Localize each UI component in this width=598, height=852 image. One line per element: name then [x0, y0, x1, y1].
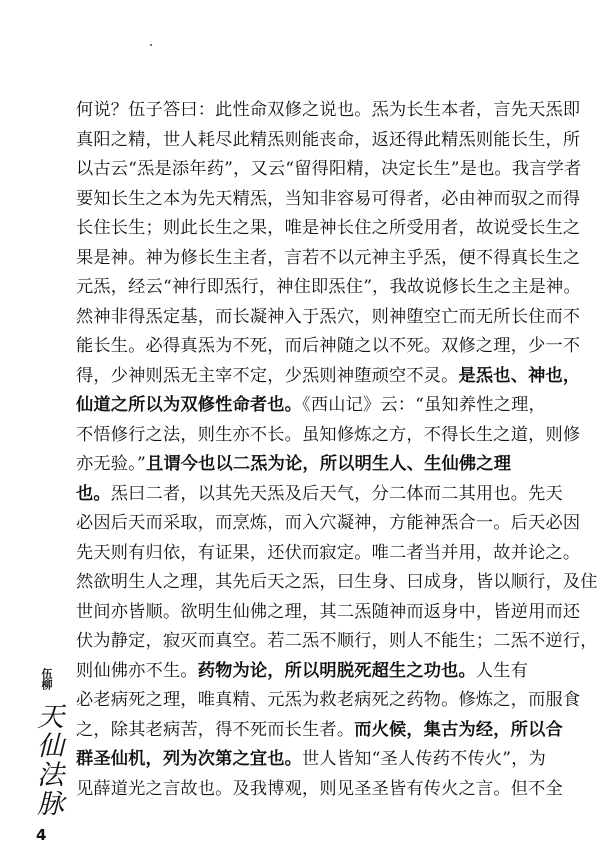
- text-line: [76, 214, 581, 244]
- bold-text-segment: 而火候，集古为经，所以合: [354, 719, 563, 740]
- text-segment: 然欲明生人之理，其先后天之炁，曰生身、曰成身，皆以顺行，及住: [76, 572, 598, 592]
- text-line: [76, 421, 581, 451]
- text-segment: 世人皆知“圣人传药不传火”，为: [302, 749, 547, 769]
- text-line: [76, 775, 563, 805]
- text-segment: 先天则有归依，有证果，还伏而寂定。唯二者当并用，故并论之。: [76, 542, 581, 563]
- text-line: [76, 96, 581, 126]
- text-line: [76, 126, 581, 156]
- text-line: [76, 244, 581, 274]
- text-segment: 见薛道光之言故也。及我博观，则见圣圣皆有传火之言。但不全: [76, 778, 563, 799]
- side-title-block: [28, 668, 64, 818]
- text-line: [76, 716, 563, 746]
- page-number: 4: [36, 826, 47, 844]
- text-segment: 要知长生之本为先天精炁，当知非容易可得者，必由神而驭之而得: [76, 188, 581, 209]
- text-line: [76, 362, 581, 392]
- text-segment: 不悟修行之法，则生亦不长。虽知修炼之方，不得长生之道，则修: [76, 424, 581, 445]
- text-line: [76, 391, 546, 421]
- bold-text-segment: 是炁也、神也，: [458, 365, 581, 386]
- text-line: [76, 185, 581, 215]
- speck-mark: [150, 44, 152, 46]
- text-line: [76, 480, 563, 510]
- text-line: [76, 686, 581, 716]
- book-author-label: 伍柳: [40, 668, 53, 690]
- text-segment: 伏为静定，寂灭而真空。若二炁不顺行，则人不能生；二炁不逆行，: [76, 631, 598, 651]
- text-segment: 之，除其老病苦，得不死而长生者。: [76, 719, 355, 740]
- bold-text-segment: 仙道之所以为双修性命者也。: [76, 395, 303, 415]
- page-body-text: [76, 96, 598, 804]
- text-line: [76, 568, 598, 598]
- bold-text-segment: 也。: [76, 483, 111, 504]
- text-segment: 以古云“炁是添年药”，又云“留得阳精，决定长生”是也。我言学者: [76, 159, 582, 179]
- text-segment: 亦无验。”: [76, 454, 146, 474]
- text-segment: 得，少神则炁无主宰不定，少炁则神堕顽空不灵。: [76, 365, 459, 386]
- text-segment: 真阳之精，世人耗尽此精炁则能丧命，返还得此精炁则能长生，所: [76, 129, 581, 150]
- text-line: [76, 657, 542, 687]
- text-line: [76, 273, 581, 303]
- text-segment: 必因后天而采取，而烹炼，而入穴凝神，方能神炁合一。后天必因: [76, 513, 581, 533]
- text-segment: 能长生。必得真炁为不死，而后神随之以不死。双修之理，少一不: [76, 336, 581, 356]
- text-line: [76, 539, 581, 569]
- bold-text-segment: 且谓今也以二炁为论，所以明生人、生仙佛之理: [145, 454, 512, 474]
- text-line: [76, 509, 581, 539]
- text-segment: 然神非得炁定基，而长凝神入于炁穴，则神堕空亡而无所长住而不: [76, 306, 581, 327]
- text-line: [76, 450, 542, 480]
- text-line: [76, 155, 582, 185]
- text-line: [76, 303, 581, 333]
- text-segment: 果是神。神为修长生主者，言若不以元神主乎炁，便不得真长生之: [76, 247, 581, 268]
- text-segment: 炁曰二者，以其先天炁及后天气，分二体而二其用也。先天: [110, 483, 563, 504]
- text-line: [76, 745, 547, 775]
- text-segment: 世间亦皆顺。欲明生仙佛之理，其二炁随神而返身中，皆逆用而还: [76, 601, 581, 622]
- bold-text-segment: 群圣仙机，列为次第之宜也。: [76, 749, 303, 769]
- text-segment: 《西山记》云：“虽知养性之理，: [302, 395, 546, 415]
- book-title-label: 天仙法脉: [32, 702, 63, 818]
- text-segment: 必老病死之理，唯真精、元炁为救老病死之药物。修炼之，而服食: [76, 690, 581, 710]
- text-segment: 则仙佛亦不生。: [76, 660, 198, 681]
- text-segment: 元炁，经云“神行即炁行，神住即炁住”，我故说修长生之主是神。: [76, 277, 581, 297]
- text-line: [76, 627, 598, 657]
- text-segment: 人生有: [475, 660, 529, 681]
- bold-text-segment: 药物为论，所以明脱死超生之功也。: [197, 660, 476, 681]
- text-segment: 长住长生；则此长生之果，唯是神长住之所受用者，故说受长生之: [76, 218, 581, 238]
- text-line: [76, 598, 581, 628]
- text-segment: 何说？伍子答曰：此性命双修之说也。炁为长生本者，言先天炁即: [76, 100, 581, 120]
- text-line: [76, 332, 581, 362]
